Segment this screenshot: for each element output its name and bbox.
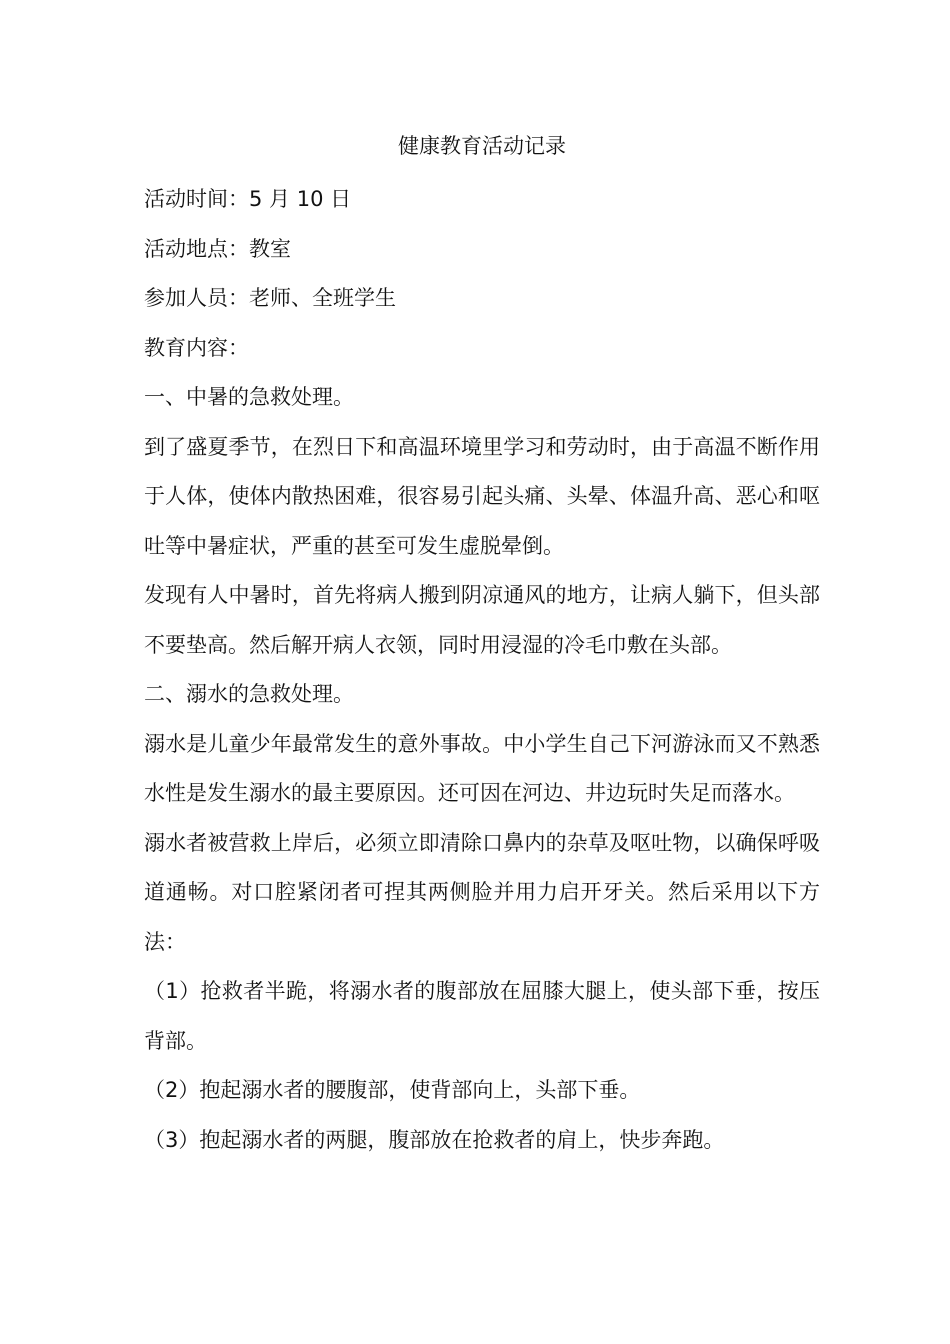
section1-paragraph-2: 发现有人中暑时，首先将病人搬到阴凉通风的地方，让病人躺下，但头部不要垫高。然后解开病人衣领，同时用浸湿的冷毛巾敷在头部。 (144, 583, 820, 657)
rescue-step-3: （3）抱起溺水者的两腿，腹部放在抢救者的肩上，快步奔跑。 (144, 1127, 725, 1152)
section1-paragraph-1: 到了盛夏季节，在烈日下和高温环境里学习和劳动时，由于高温不断作用于人体，使体内散热困难，很容易引起头痛、头晕、体温升高、恶心和呕吐等中暑症状，严重的甚至可发生虚脱晕倒。 (144, 434, 820, 558)
education-content-label: 教育内容： (144, 335, 249, 360)
activity-location: 活动地点：教室 (144, 236, 291, 261)
section2-heading: 二、溺水的急救处理。 (144, 682, 354, 706)
rescue-step-1: （1）抢救者半跪，将溺水者的腹部放在屈膝大腿上，使头部下垂，按压背部。 (144, 979, 820, 1053)
document-title: 健康教育活动记录 (398, 134, 566, 158)
section1-heading: 一、中暑的急救处理。 (144, 385, 354, 409)
activity-time: 活动时间：5 月 10 日 (144, 187, 352, 211)
document-body (144, 128, 820, 1165)
section2-paragraph-2: 溺水者被营救上岸后，必须立即清除口鼻内的杂草及呕吐物，以确保呼吸道通畅。对口腔紧闭者可捏其两侧脸并用力启开牙关。然后采用以下方法： (144, 830, 820, 954)
participants: 参加人员：老师、全班学生 (144, 286, 396, 310)
rescue-step-2: （2）抱起溺水者的腰腹部，使背部向上，头部下垂。 (144, 1078, 641, 1102)
section2-paragraph-1: 溺水是儿童少年最常发生的意外事故。中小学生自己下河游泳而又不熟悉水性是发生溺水的最主要原因。还可因在河边、井边玩时失足而落水。 (144, 731, 820, 805)
